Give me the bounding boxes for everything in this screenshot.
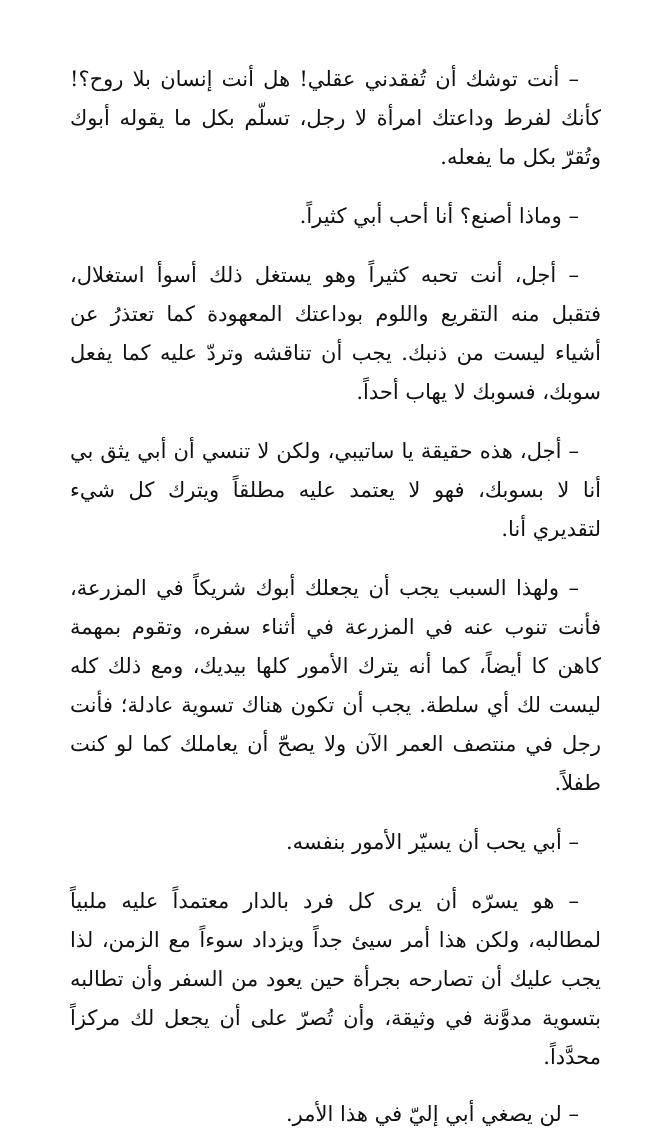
paragraph-3: – أجل، أنت تحبه كثيراً وهو يستغل ذلك أسوأ استغلال، فتقبل منه التقريع واللوم بوداعتك المعهودة كما تعتذرُ عن أشياء ليست من ذنبك. يجب أن تناقشه وتردّ عليه كما يفعل سوبك، فسوبك لا يهاب أحداً. — [70, 263, 601, 404]
paragraph-6: – أبي يحب أن يسيّر الأمور بنفسه. — [285, 830, 579, 854]
paragraph-1: – أنت توشك أن تُفقدني عقلي! هل أنت إنسان بلا روح؟! كأنك لفرط وداعتك امرأة لا رجل، تسلّم بكل ما يقوله أبوك وتُقرّ بكل ما يفعله. — [70, 67, 601, 169]
paragraph-5: – ولهذا السبب يجب أن يجعلك أبوك شريكاً في المزرعة، فأنت تنوب عنه في المزرعة في أثناء سفره، وتقوم بمهمة كاهن كا أيضاً، كما أنه يترك الأمور كلها بيديك، ومع ذلك كله ليست لك أي سلطة. يجب أن تكون هناك تسوية عادلة؛ فأنت رجل في منتصف العمر الآن ولا يصحّ أن يعاملك كما لو كنت طفلاً. — [70, 576, 601, 795]
paragraph-4: – أجل، هذه حقيقة يا ساتيبي، ولكن لا تنسي أن أبي يثق بي أنا لا بسوبك، فهو لا يعتمد عليه مطلقاً ويترك كل شيء لتقديري أنا. — [70, 439, 601, 541]
paragraph-2: – وماذا أصنع؟ أنا أحب أبي كثيراً. — [299, 204, 579, 228]
paragraph-7: – هو يسرّه أن يرى كل فرد بالدار معتمداً عليه ملبياً لمطالبه، ولكن هذا أمر سيئ جداً ويزداد سوءاً مع الزمن، لذا يجب عليك أن تصارحه بجرأة حين يعود من السفر وأن تطالبه بتسوية مدوَّنة في وثيقة، وأن تُصرّ على أن يجعل لك مركزاً محدَّداً. — [70, 889, 601, 1069]
paragraph-8: – لن يصغي أبي إليّ في هذا الأمر. — [285, 1102, 579, 1126]
